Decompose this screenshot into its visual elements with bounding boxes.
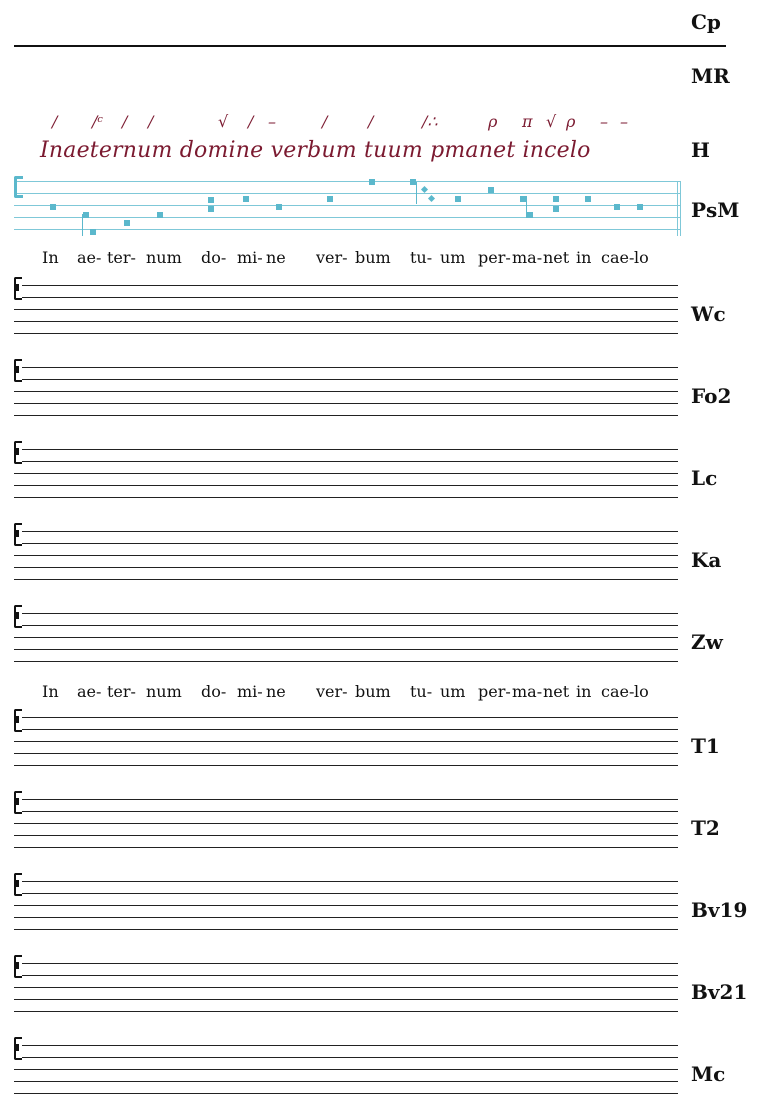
syllable: ne bbox=[266, 682, 286, 701]
syllable: cae- bbox=[601, 682, 635, 701]
siglum-zw: Zw bbox=[691, 630, 723, 654]
staff-zw bbox=[14, 610, 678, 660]
syllable: ver- bbox=[316, 248, 348, 267]
syllable: um bbox=[440, 248, 466, 267]
syllable: do- bbox=[201, 682, 227, 701]
staff-ka bbox=[14, 528, 678, 578]
psm-staff bbox=[14, 176, 680, 236]
c-clef-icon bbox=[14, 359, 22, 382]
syllable: do- bbox=[201, 248, 227, 267]
syllable: ver- bbox=[316, 682, 348, 701]
siglum-t2: T2 bbox=[691, 816, 720, 840]
syllable: In bbox=[42, 248, 59, 267]
siglum-t1: T1 bbox=[691, 734, 720, 758]
syllable: In bbox=[42, 682, 59, 701]
staff-fo2 bbox=[14, 364, 678, 414]
c-clef-icon bbox=[14, 441, 22, 464]
siglum-cp: Cp bbox=[691, 10, 721, 34]
syllable: ter- bbox=[107, 248, 136, 267]
siglum-psm: PsM bbox=[691, 198, 740, 222]
lyrics-row-2 bbox=[0, 682, 690, 704]
staff-bv21 bbox=[14, 960, 678, 1010]
syllable: ne bbox=[266, 248, 286, 267]
siglum-mc: Mc bbox=[691, 1062, 726, 1086]
syllable: in bbox=[576, 248, 592, 267]
staff-t1 bbox=[14, 714, 678, 764]
syllable: mi- bbox=[237, 248, 263, 267]
c-clef-icon bbox=[14, 176, 23, 198]
syllable: num bbox=[146, 248, 182, 267]
manuscript-text: Inaeternum domine verbum tuum pmanet incelo bbox=[40, 138, 591, 163]
neume-row: / ∕ᶜ / / √ / – / / /∴ ρ π √ ρ – – bbox=[52, 112, 628, 131]
syllable: per- bbox=[478, 248, 511, 267]
syllable: net bbox=[543, 682, 570, 701]
c-clef-icon bbox=[14, 605, 22, 628]
syllable: ae- bbox=[77, 248, 102, 267]
siglum-bv21: Bv21 bbox=[691, 980, 748, 1004]
c-clef-icon bbox=[14, 523, 22, 546]
staff-t2 bbox=[14, 796, 678, 846]
syllable: bum bbox=[355, 248, 391, 267]
syllable: ae- bbox=[77, 682, 102, 701]
siglum-lc: Lc bbox=[691, 466, 718, 490]
syllable: lo bbox=[634, 682, 649, 701]
siglum-fo2: Fo2 bbox=[691, 384, 732, 408]
syllable: tu- bbox=[410, 248, 433, 267]
siglum-h: H bbox=[691, 138, 710, 162]
c-clef-icon bbox=[14, 1037, 22, 1060]
siglum-wc: Wc bbox=[691, 302, 726, 326]
header-rule bbox=[14, 45, 726, 47]
staff-bv19 bbox=[14, 878, 678, 928]
syllable: num bbox=[146, 682, 182, 701]
c-clef-icon bbox=[14, 709, 22, 732]
syllable: tu- bbox=[410, 682, 433, 701]
lyrics-row-1 bbox=[0, 248, 690, 270]
syllable: cae- bbox=[601, 248, 635, 267]
staff-mc bbox=[14, 1042, 678, 1092]
syllable: ma- bbox=[512, 248, 543, 267]
c-clef-icon bbox=[14, 277, 22, 300]
siglum-ka: Ka bbox=[691, 548, 722, 572]
syllable: net bbox=[543, 248, 570, 267]
c-clef-icon bbox=[14, 791, 22, 814]
staff-lc bbox=[14, 446, 678, 496]
syllable: in bbox=[576, 682, 592, 701]
staff-wc bbox=[14, 282, 678, 332]
syllable: mi- bbox=[237, 682, 263, 701]
syllable: lo bbox=[634, 248, 649, 267]
syllable: um bbox=[440, 682, 466, 701]
c-clef-icon bbox=[14, 873, 22, 896]
syllable: ter- bbox=[107, 682, 136, 701]
siglum-bv19: Bv19 bbox=[691, 898, 748, 922]
c-clef-icon bbox=[14, 955, 22, 978]
syllable: per- bbox=[478, 682, 511, 701]
syllable: ma- bbox=[512, 682, 543, 701]
syllable: bum bbox=[355, 682, 391, 701]
siglum-mr: MR bbox=[691, 64, 730, 88]
